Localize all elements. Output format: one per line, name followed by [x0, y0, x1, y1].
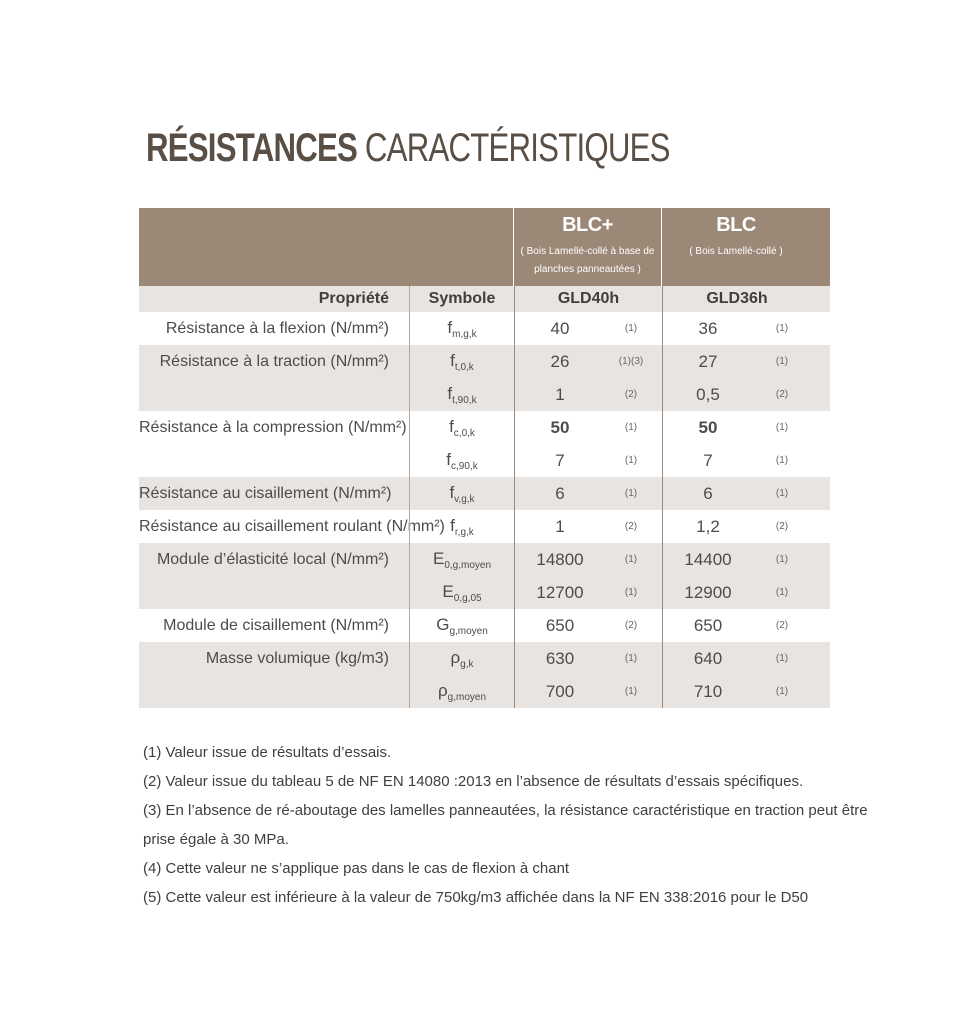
gld36h-cell — [662, 510, 811, 543]
symbol-subscript: r,g,k — [454, 526, 474, 538]
gld36h-value: 640 — [693, 648, 723, 668]
gld40h-ref: (1) — [624, 587, 638, 598]
gld40h-value: 630 — [545, 648, 575, 668]
gld40h-value: 14800 — [536, 549, 584, 569]
table-row — [139, 543, 830, 576]
symbol-subscript: m,g,k — [452, 328, 477, 340]
gld36h-cell — [662, 609, 811, 642]
property-cell: Résistance au cisaillement (N/mm²) — [139, 484, 392, 502]
gld40h-ref: (2) — [624, 389, 638, 400]
symbol-letter: f — [449, 482, 455, 502]
symbol-subscript: v,g,k — [454, 493, 475, 505]
symbol-letter: f — [450, 350, 455, 370]
symbol-cell — [409, 411, 514, 444]
gld40h-ref: (1) — [624, 686, 638, 697]
gld40h-value: 40 — [550, 318, 570, 338]
symbol-cell — [409, 477, 514, 510]
gld40h-ref: (1) — [624, 653, 638, 664]
table-row — [139, 444, 830, 477]
gld36h-ref: (1) — [775, 554, 789, 565]
footnote: prise égale à 30 MPa. — [143, 831, 289, 848]
table-row — [139, 312, 830, 345]
symbol — [449, 417, 475, 439]
gld36h-cell — [662, 345, 811, 378]
gld40h-value: 1 — [555, 516, 565, 536]
table-row — [139, 345, 830, 378]
column-header-gld40h: GLD40h — [514, 286, 662, 312]
footnote: (4) Cette valeur ne s’applique pas dans le cas de flexion à chant — [143, 860, 570, 877]
header-blc-plus-name: BLC+ — [562, 214, 613, 236]
gld36h-value: 14400 — [684, 549, 732, 569]
gld40h-cell — [514, 312, 662, 345]
header-blc-desc — [689, 243, 782, 261]
gld40h-cell — [514, 543, 662, 576]
gld40h-cell — [514, 510, 662, 543]
gld40h-value: 6 — [555, 483, 565, 503]
footnote: (5) Cette valeur est inférieure à la valeur de 750kg/m3 affichée dans la NF EN 338:2016 pour le D50 — [143, 889, 809, 906]
page-title-bold: RÉSISTANCES — [146, 126, 358, 170]
symbol — [450, 648, 473, 670]
symbol-cell — [409, 675, 514, 708]
gld36h-ref: (1) — [775, 323, 789, 334]
gld36h-ref: (1) — [775, 356, 789, 367]
symbol-letter: G — [436, 614, 450, 634]
header-blc-plus — [513, 208, 661, 286]
symbol-subscript: 0,g,moyen — [444, 559, 492, 571]
gld36h-value: 7 — [703, 450, 713, 470]
gld36h-value: 27 — [698, 351, 718, 371]
gld40h-cell — [514, 411, 662, 444]
property-cell: Masse volumique (kg/m3) — [205, 649, 389, 667]
symbol-letter: f — [449, 416, 454, 436]
header-blc-plus-desc-line2: planches panneautées ) — [534, 264, 641, 275]
gld40h-value: 12700 — [536, 582, 584, 602]
table-row — [139, 675, 830, 708]
gld40h-ref: (1) — [624, 422, 638, 433]
gld40h-cell — [514, 675, 662, 708]
gld36h-ref: (1) — [775, 422, 789, 433]
property-cell: Module d’élasticité local (N/mm²) — [156, 550, 389, 568]
header-blank — [139, 208, 513, 286]
symbol-cell — [409, 312, 514, 345]
symbol-cell — [409, 378, 514, 411]
gld36h-value: 650 — [693, 615, 723, 635]
symbol — [436, 615, 488, 637]
gld40h-value: 50 — [550, 417, 570, 437]
gld40h-ref: (2) — [624, 620, 638, 631]
table-row — [139, 378, 830, 411]
symbol — [450, 351, 474, 373]
column-header-property: Propriété — [318, 290, 389, 307]
gld40h-ref: (2) — [624, 521, 638, 532]
gld40h-cell — [514, 576, 662, 609]
resistance-table — [139, 208, 830, 708]
gld36h-cell — [662, 576, 811, 609]
symbol-subscript: g,k — [460, 658, 474, 670]
gld36h-value: 12900 — [684, 582, 732, 602]
symbol — [450, 516, 474, 538]
table-body — [139, 312, 830, 708]
symbol-cell — [409, 345, 514, 378]
table-row — [139, 477, 830, 510]
symbol — [433, 549, 491, 571]
gld36h-ref: (1) — [775, 686, 789, 697]
symbol-cell — [409, 609, 514, 642]
footnote: (1) Valeur issue de résultats d’essais. — [143, 744, 392, 761]
page-title — [146, 126, 670, 171]
symbol-letter: ρ — [437, 680, 448, 700]
gld40h-ref: (1)(3) — [618, 356, 644, 367]
gld36h-value: 710 — [693, 681, 723, 701]
header-blc-name: BLC — [716, 214, 756, 236]
table-row — [139, 609, 830, 642]
property-cell: Module de cisaillement (N/mm²) — [163, 616, 389, 634]
symbol-cell — [409, 444, 514, 477]
property-cell: Résistance au cisaillement roulant (N/mm²) — [139, 517, 445, 535]
gld36h-value: 36 — [698, 318, 718, 338]
gld40h-value: 7 — [555, 450, 565, 470]
symbol-cell — [409, 642, 514, 675]
table-header-products — [139, 208, 830, 286]
gld40h-value: 1 — [555, 384, 565, 404]
symbol-cell — [409, 543, 514, 576]
symbol-subscript: g,moyen — [447, 691, 487, 703]
symbol-letter: f — [447, 317, 453, 337]
column-header-symbol: Symbole — [409, 286, 514, 312]
symbol — [449, 483, 474, 505]
gld36h-cell — [662, 543, 811, 576]
table-header-columns — [139, 286, 830, 312]
footnote: (3) En l’absence de ré-aboutage des lamelles panneautées, la résistance caractéristique en traction peut être — [143, 802, 868, 819]
gld40h-ref: (1) — [624, 455, 638, 466]
property-cell: Résistance à la compression (N/mm²) — [139, 418, 407, 436]
gld36h-cell — [662, 675, 811, 708]
gld40h-value: 700 — [545, 681, 575, 701]
symbol-subscript: c,0,k — [453, 427, 475, 439]
gld40h-cell — [514, 477, 662, 510]
column-header-gld36h: GLD36h — [662, 286, 811, 312]
table-row — [139, 510, 830, 543]
symbol-letter: f — [450, 515, 455, 535]
gld36h-value: 6 — [703, 483, 713, 503]
symbol-letter: E — [432, 548, 445, 568]
symbol — [438, 681, 486, 703]
symbol — [447, 318, 476, 340]
gld40h-cell — [514, 345, 662, 378]
symbol — [446, 450, 477, 472]
page-title-regular: CARACTÉRISTIQUES — [364, 126, 670, 170]
symbol-subscript: 0,g,05 — [453, 592, 482, 604]
gld40h-cell — [514, 444, 662, 477]
gld36h-cell — [662, 378, 811, 411]
symbol-letter: E — [442, 581, 454, 601]
footnote: (2) Valeur issue du tableau 5 de NF EN 14080 :2013 en l’absence de résultats d’essais spécifiques. — [143, 773, 804, 790]
symbol-subscript: t,90,k — [452, 394, 477, 406]
symbol — [447, 384, 476, 406]
header-blc-plus-desc — [521, 243, 655, 279]
gld40h-value: 26 — [550, 351, 570, 371]
symbol-subscript: t,0,k — [454, 361, 474, 373]
symbol-letter: f — [447, 383, 453, 403]
gld36h-ref: (1) — [775, 653, 789, 664]
symbol-subscript: g,moyen — [449, 625, 488, 637]
table-row — [139, 642, 830, 675]
symbol — [442, 582, 481, 604]
symbol-cell — [409, 510, 514, 543]
gld36h-cell — [662, 411, 811, 444]
table-row — [139, 576, 830, 609]
gld36h-ref: (1) — [775, 455, 789, 466]
gld36h-cell — [662, 477, 811, 510]
gld36h-value: 1,2 — [696, 516, 720, 536]
header-blc — [661, 208, 810, 286]
gld36h-ref: (2) — [775, 620, 789, 631]
gld40h-value: 650 — [545, 615, 575, 635]
gld36h-ref: (1) — [775, 587, 789, 598]
gld36h-value: 50 — [698, 417, 718, 437]
gld36h-cell — [662, 642, 811, 675]
symbol-letter: ρ — [450, 647, 461, 667]
gld40h-ref: (1) — [624, 323, 638, 334]
symbol-cell — [409, 576, 514, 609]
gld40h-ref: (1) — [624, 554, 638, 565]
property-cell: Résistance à la traction (N/mm²) — [159, 352, 389, 370]
gld40h-cell — [514, 609, 662, 642]
gld36h-value: 0,5 — [696, 384, 720, 404]
symbol-letter: f — [446, 449, 452, 469]
header-blc-plus-desc-line1: ( Bois Lamellé-collé à base de — [520, 246, 655, 257]
gld36h-cell — [662, 312, 811, 345]
footnotes — [143, 738, 868, 912]
gld40h-ref: (1) — [624, 488, 638, 499]
gld40h-cell — [514, 378, 662, 411]
gld40h-cell — [514, 642, 662, 675]
gld36h-ref: (1) — [775, 488, 789, 499]
gld36h-cell — [662, 444, 811, 477]
header-blc-desc-line1: ( Bois Lamellé-collé ) — [689, 246, 783, 257]
gld36h-ref: (2) — [775, 389, 789, 400]
gld36h-ref: (2) — [775, 521, 789, 532]
table-row — [139, 411, 830, 444]
property-cell: Résistance à la flexion (N/mm²) — [165, 319, 389, 337]
symbol-subscript: c,90,k — [451, 460, 478, 472]
